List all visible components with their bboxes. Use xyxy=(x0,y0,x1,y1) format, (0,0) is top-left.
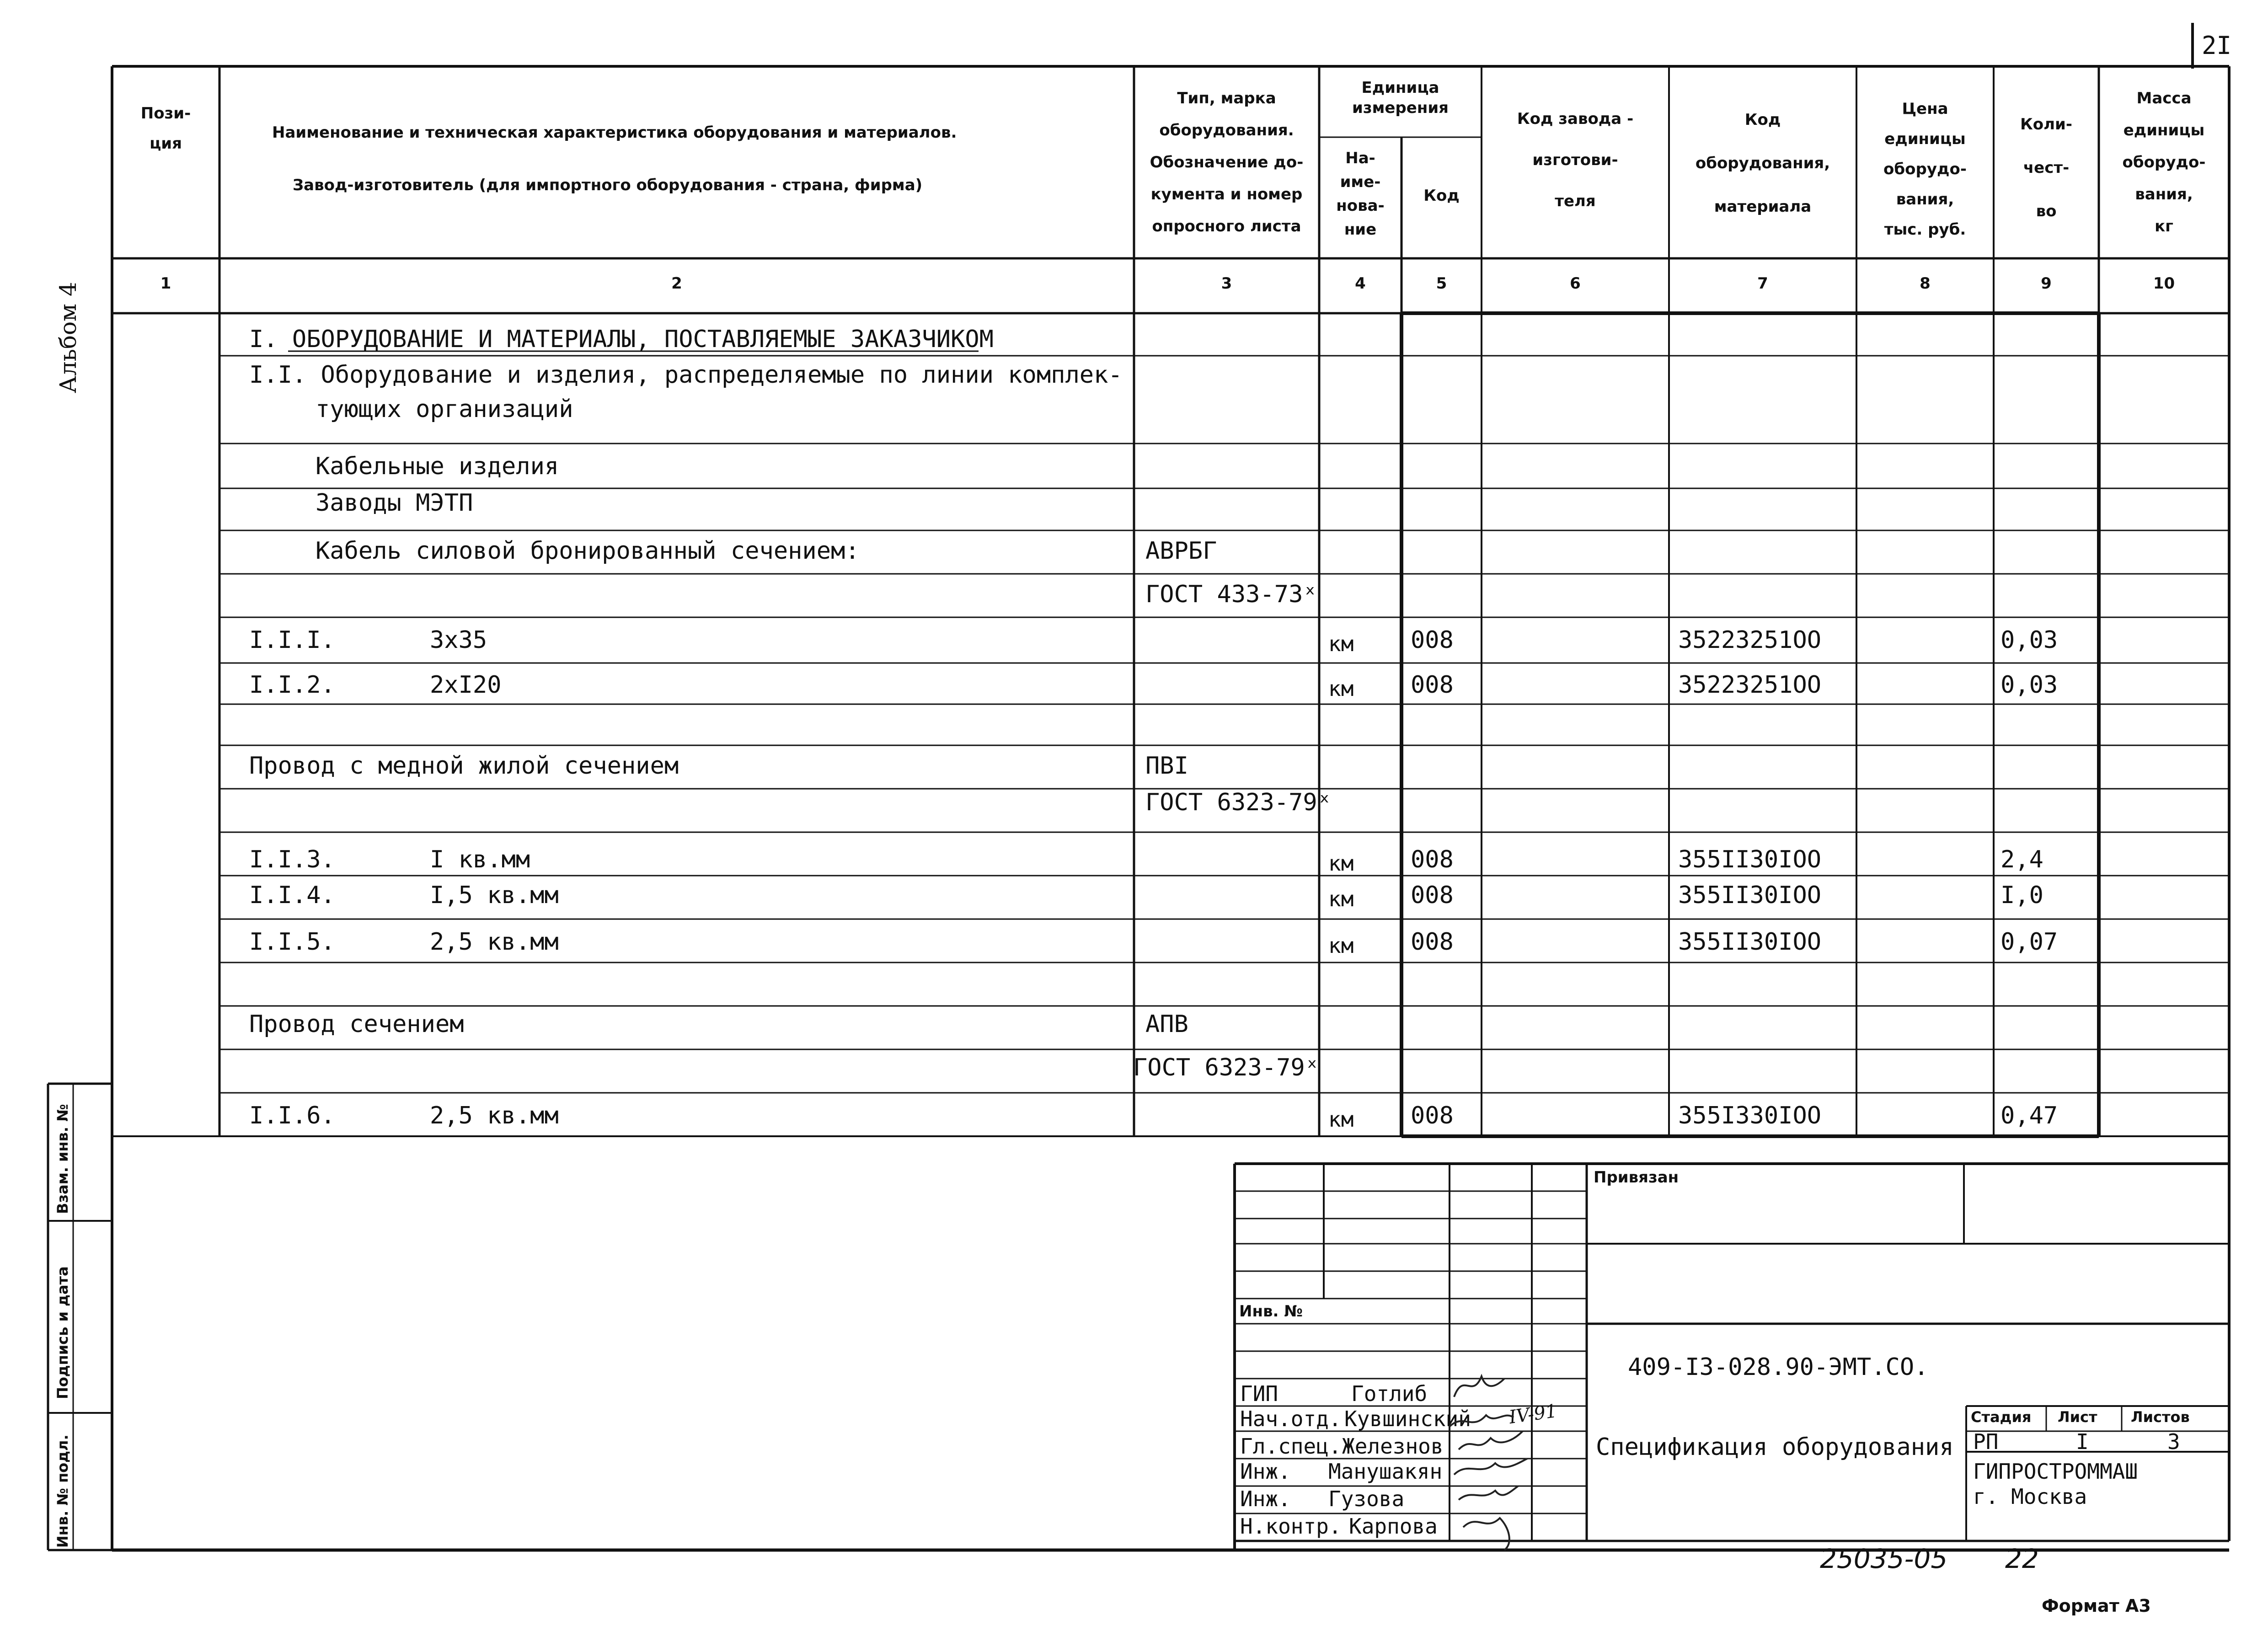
header-price: Цена единицы оборудо- вания, тыс. руб. xyxy=(1883,100,1967,239)
signer-name: Готлиб xyxy=(1351,1381,1428,1406)
item-unit-code: 008 xyxy=(1411,626,1454,654)
item-unit: км xyxy=(1328,887,1354,911)
item-type: ПВI xyxy=(1145,752,1188,780)
item-unit-code: 008 xyxy=(1411,928,1454,956)
item-unit: км xyxy=(1328,851,1354,876)
signer-role: Н.контр. xyxy=(1240,1514,1342,1539)
archive-number: 25035-05 xyxy=(1820,1543,1948,1574)
item-unit-code: 008 xyxy=(1411,1102,1454,1129)
group-label: Заводы МЭТП xyxy=(316,489,473,517)
sheet-label: Лист xyxy=(2058,1408,2097,1426)
header-material-code: Код оборудования, материала xyxy=(1695,111,1830,216)
item-material-code: 35223251OO xyxy=(1678,626,1822,654)
subsection-title: I.I. Оборудование и изделия, распределяемые по линии комплек- xyxy=(249,361,1123,389)
signer-name: Манушакян xyxy=(1328,1459,1443,1484)
document-title: Спецификация оборудования xyxy=(1596,1433,1954,1461)
item-type: ГОСТ 433-73ˣ xyxy=(1145,581,1317,608)
column-number: 5 xyxy=(1436,274,1447,293)
item-quantity: 0,03 xyxy=(2001,671,2058,699)
sheet-value: I xyxy=(2076,1429,2089,1454)
handwritten-signatures xyxy=(1445,1363,1550,1555)
format-label: Формат А3 xyxy=(2042,1596,2151,1616)
column-number: 1 xyxy=(160,274,171,293)
item-position: I.I.I. xyxy=(249,626,335,654)
signer-role: Инж. xyxy=(1240,1487,1291,1511)
item-unit-code: 008 xyxy=(1411,846,1454,873)
side-stamp-vzam-inv: Взам. инв. № xyxy=(54,1104,71,1214)
item-type: ГОСТ 6323-79ˣ xyxy=(1145,789,1332,816)
column-number: 4 xyxy=(1355,274,1366,293)
column-number: 3 xyxy=(1221,274,1232,293)
item-quantity: 0,47 xyxy=(2001,1102,2058,1129)
column-number: 8 xyxy=(1920,274,1931,293)
sheets-value: 3 xyxy=(2167,1429,2180,1454)
item-unit-code: 008 xyxy=(1411,671,1454,699)
item-name: 2,5 кв.мм xyxy=(430,1102,559,1129)
signer-name: Гузова xyxy=(1328,1487,1405,1511)
privyazan-label: Привязан xyxy=(1594,1168,1679,1187)
item-type: ГОСТ 6323-79ˣ xyxy=(1133,1054,1319,1081)
subsection-title-cont: тующих организаций xyxy=(316,396,573,423)
item-quantity: 2,4 xyxy=(2001,846,2043,873)
item-unit: км xyxy=(1328,631,1354,656)
item-name: 2хI20 xyxy=(430,671,502,699)
item-quantity: 0,07 xyxy=(2001,928,2058,956)
stage-value: РП xyxy=(1973,1429,1999,1454)
album-label: Альбом 4 xyxy=(55,282,81,393)
item-quantity: 0,03 xyxy=(2001,626,2058,654)
sheet-number: 2I xyxy=(2202,31,2232,60)
column-number: 2 xyxy=(671,274,682,293)
item-position: I.I.2. xyxy=(249,671,335,699)
item-name: 3х35 xyxy=(430,626,487,654)
item-position: I.I.6. xyxy=(249,1102,335,1129)
column-number: 10 xyxy=(2153,274,2175,293)
item-group-name: Кабель силовой бронированный сечением: xyxy=(316,537,860,565)
side-stamp-inv-podl: Инв. № подл. xyxy=(54,1434,71,1548)
header-name-line2: Завод-изготовитель (для импортного оборудования - страна, фирма) xyxy=(293,176,923,194)
signer-role: Гл.спец. xyxy=(1240,1434,1342,1459)
item-quantity: I,0 xyxy=(2001,882,2043,909)
signer-role: ГИП xyxy=(1240,1381,1278,1406)
item-name: I,5 кв.мм xyxy=(430,882,559,909)
signer-name: Кувшинский xyxy=(1344,1406,1471,1431)
item-material-code: 355I330IOO xyxy=(1678,1102,1822,1129)
header-unit-name: На- име- нова- ние xyxy=(1336,149,1385,239)
column-number: 6 xyxy=(1570,274,1581,293)
item-group-name: Провод с медной жилой сечением xyxy=(249,752,679,780)
header-unit-group: Единица измерения xyxy=(1352,79,1449,117)
signer-name: Железнов xyxy=(1342,1434,1444,1459)
header-unit-code: Код xyxy=(1423,187,1460,205)
item-material-code: 35223251OO xyxy=(1678,671,1822,699)
inv-no-label: Инв. № xyxy=(1239,1302,1303,1321)
item-position: I.I.3. xyxy=(249,846,335,873)
item-type: АПВ xyxy=(1145,1011,1188,1038)
item-position: I.I.4. xyxy=(249,882,335,909)
item-unit: км xyxy=(1328,676,1354,701)
item-unit: км xyxy=(1328,933,1354,958)
column-number: 7 xyxy=(1757,274,1768,293)
item-material-code: 355II30IOO xyxy=(1678,928,1822,956)
item-unit-code: 008 xyxy=(1411,882,1454,909)
document-code: 409-I3-028.90-ЭМТ.СО. xyxy=(1628,1353,1929,1381)
item-name: 2,5 кв.мм xyxy=(430,928,559,956)
header-position: Пози- ция xyxy=(140,104,191,153)
side-stamp-podpis-data: Подпись и дата xyxy=(54,1266,71,1399)
organization-city: г. Москва xyxy=(1973,1484,2087,1509)
item-type: АВРБГ xyxy=(1145,537,1217,565)
header-name-line1: Наименование и техническая характеристика оборудования и материалов. xyxy=(272,123,957,142)
item-material-code: 355II30IOO xyxy=(1678,846,1822,873)
sheets-label: Листов xyxy=(2131,1408,2190,1426)
header-factory-code: Код завода - изготови- теля xyxy=(1517,110,1634,210)
signer-role: Нач.отд. xyxy=(1240,1406,1342,1431)
group-label: Кабельные изделия xyxy=(316,453,559,480)
stage-label: Стадия xyxy=(1971,1408,2032,1426)
item-group-name: Провод сечением xyxy=(249,1011,464,1038)
column-number: 9 xyxy=(2041,274,2052,293)
header-mass: Масса единицы оборудо- вания, кг xyxy=(2122,89,2206,235)
item-unit: км xyxy=(1328,1107,1354,1132)
organization-name: ГИПРОСТРОММАШ xyxy=(1973,1459,2138,1484)
header-quantity: Коли- чест- во xyxy=(2020,115,2072,220)
signer-role: Инж. xyxy=(1240,1459,1291,1484)
header-type: Тип, марка оборудования. Обозначение до- кумента и номер опросного листа xyxy=(1150,89,1304,235)
archive-page: 22 xyxy=(2005,1543,2039,1574)
section-title: I. ОБОРУДОВАНИЕ И МАТЕРИАЛЫ, ПОСТАВЛЯЕМЫЕ ЗАКАЗЧИКОМ xyxy=(249,326,994,353)
signer-name: Карпова xyxy=(1349,1514,1438,1539)
handwritten-date: IV-91 xyxy=(1508,1400,1559,1428)
item-name: I кв.мм xyxy=(430,846,530,873)
item-material-code: 355II30IOO xyxy=(1678,882,1822,909)
item-position: I.I.5. xyxy=(249,928,335,956)
